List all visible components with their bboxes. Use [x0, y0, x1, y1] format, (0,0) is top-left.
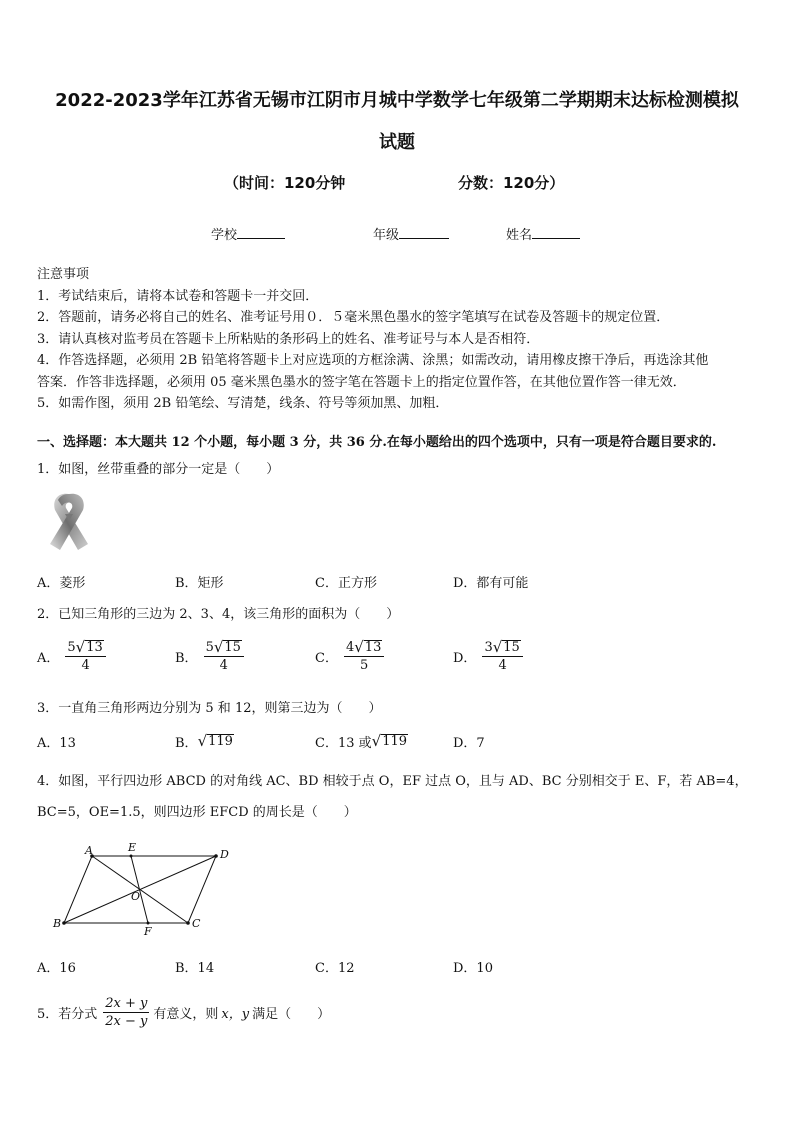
exam-score: 分数：120分） [458, 174, 565, 192]
option-label: C． [315, 651, 338, 666]
exam-title-line1: 2022-2023学年江苏省无锡市江阴市月城中学数学七年级第二学期期末达标检测模拟 [55, 90, 739, 111]
grade-field[interactable] [373, 224, 449, 243]
q2-option-a[interactable] [37, 640, 106, 673]
coefficient: 3 [484, 640, 493, 655]
q4-option-c[interactable]: C．12 [315, 961, 355, 976]
question-3-options [37, 732, 777, 772]
coefficient: 5 [67, 640, 76, 655]
grade-label: 年级 [373, 228, 400, 243]
q2-option-d[interactable] [453, 640, 523, 673]
q1-option-b[interactable]: B．矩形 [175, 576, 224, 591]
note-item: 2．答题前，请务必将自己的姓名、准考证号用０．５毫米黑色墨水的签字笔填写在试卷及答题卡的规定位置． [37, 310, 670, 325]
coefficient: 4 [345, 640, 355, 655]
name-blank[interactable] [532, 226, 580, 239]
square-root: √ 119 [371, 732, 408, 750]
q4-option-b[interactable]: B．14 [175, 961, 215, 976]
name-label: 姓名 [506, 228, 533, 243]
question-2-options [37, 640, 777, 680]
notes-section [37, 264, 762, 415]
q1-option-a[interactable]: A．菱形 [37, 576, 86, 591]
note-item: 4．作答选择题，必须用 2B 铅笔将答题卡上对应选项的方框涂满、涂黑；如需改动，请用橡皮擦干净后，再选涂其他 [37, 353, 709, 368]
question-3-stem: 3．一直角三角形两边分别为 5 和 12，则第三边为（ ） [37, 701, 382, 716]
time-score-line [0, 172, 794, 194]
square-root: √ 119 [197, 732, 233, 750]
radicand: 13 [86, 640, 103, 655]
ribbon-figure [40, 488, 98, 556]
option-label: C．13 或 [315, 736, 372, 751]
school-blank[interactable] [237, 226, 285, 239]
grade-blank[interactable] [399, 226, 449, 239]
label-o: O [131, 890, 141, 903]
q3-option-a[interactable]: A．13 [37, 736, 76, 751]
question-4-options [37, 957, 777, 997]
option-label: A． [37, 651, 60, 666]
school-label: 学校 [211, 228, 238, 243]
exam-time: （时间：120分钟 [224, 174, 346, 192]
radicand: 13 [364, 640, 382, 655]
q1-option-d[interactable]: D．都有可能 [453, 576, 529, 591]
fraction: 5 √ 15 4 [204, 640, 244, 673]
denominator: 5 [360, 658, 369, 673]
label-b: B [53, 917, 62, 930]
label-a: A [85, 844, 93, 857]
option-label: D． [453, 651, 477, 666]
q4-option-d[interactable]: D．10 [453, 961, 493, 976]
section-heading: 一、选择题：本大题共 12 个小题，每小题 3 分，共 36 分.在每小题给出的四个选项中，只有一项是符合题目要求的. [37, 435, 717, 450]
q3-option-d[interactable]: D．7 [453, 736, 485, 751]
q5-middle: 有意义，则 [153, 1007, 219, 1022]
label-d: D [220, 848, 229, 861]
q5-fraction [103, 996, 149, 1029]
question-2-stem: 2．已知三角形的三边为 2、3、4，该三角形的面积为（ ） [37, 607, 400, 622]
name-field[interactable] [506, 224, 580, 243]
exam-title-line2: 试题 [379, 132, 415, 153]
question-4-stem-line2: BC=5，OE=1.5，则四边形 EFCD 的周长是（ ） [37, 805, 357, 820]
question-1-stem: 1．如图，丝带重叠的部分一定是（ ） [37, 462, 280, 477]
school-field[interactable] [211, 224, 285, 243]
denominator: 4 [219, 658, 228, 673]
question-4-stem-line1: 4．如图，平行四边形 ABCD 的对角线 AC、BD 相较于点 O，EF 过点 O，且与 AD、BC 分别相交于 E、F，若 AB=4， [37, 774, 748, 789]
q5-numerator: 2x + y [105, 996, 148, 1011]
q2-option-b[interactable] [175, 640, 244, 673]
note-item: 1．考试结束后，请将本试卷和答题卡一并交回． [37, 288, 319, 304]
option-label: B． [175, 736, 198, 751]
radicand: 15 [224, 640, 241, 655]
notes-heading: 注意事项 [37, 267, 90, 282]
parallelogram-figure [48, 838, 248, 938]
radicand: 119 [208, 734, 233, 749]
denominator: 4 [498, 658, 507, 673]
label-f: F [144, 925, 152, 938]
note-item: 3．请认真核对监考员在答题卡上所粘贴的条形码上的姓名、准考证号与本人是否相符． [37, 331, 540, 347]
q4-option-a[interactable]: A．16 [37, 961, 76, 976]
q3-option-b[interactable] [175, 732, 234, 751]
fraction: 4 √ 13 5 [344, 640, 384, 673]
option-label: B． [175, 651, 198, 666]
q5-suffix: 满足（ ） [252, 1007, 331, 1022]
denominator: 4 [81, 658, 90, 673]
student-info-fields [0, 224, 794, 244]
note-item: 答案．作答非选择题，必须用 05 毫米黑色墨水的签字笔在答题卡上的指定位置作答，在其他位置作答一律无效． [37, 374, 686, 390]
fraction: 3 √ 15 4 [482, 640, 522, 673]
q5-prefix: 5．若分式 [37, 1007, 98, 1022]
q5-vars: x，y [221, 1007, 250, 1022]
q1-option-c[interactable]: C．正方形 [315, 576, 377, 591]
note-item: 5．如需作图，须用 2B 铅笔绘、写清楚，线条、符号等须加黑、加粗． [37, 396, 449, 411]
coefficient: 5 [205, 640, 214, 655]
label-c: C [192, 917, 201, 930]
q2-option-c[interactable] [315, 640, 384, 673]
radicand: 119 [382, 734, 408, 749]
label-e: E [128, 841, 137, 854]
fraction: 5 √ 13 4 [65, 640, 105, 673]
question-5-stem [37, 996, 330, 1029]
q5-denominator: 2x − y [105, 1014, 148, 1029]
radicand: 15 [503, 640, 520, 655]
q3-option-c[interactable] [315, 732, 408, 751]
